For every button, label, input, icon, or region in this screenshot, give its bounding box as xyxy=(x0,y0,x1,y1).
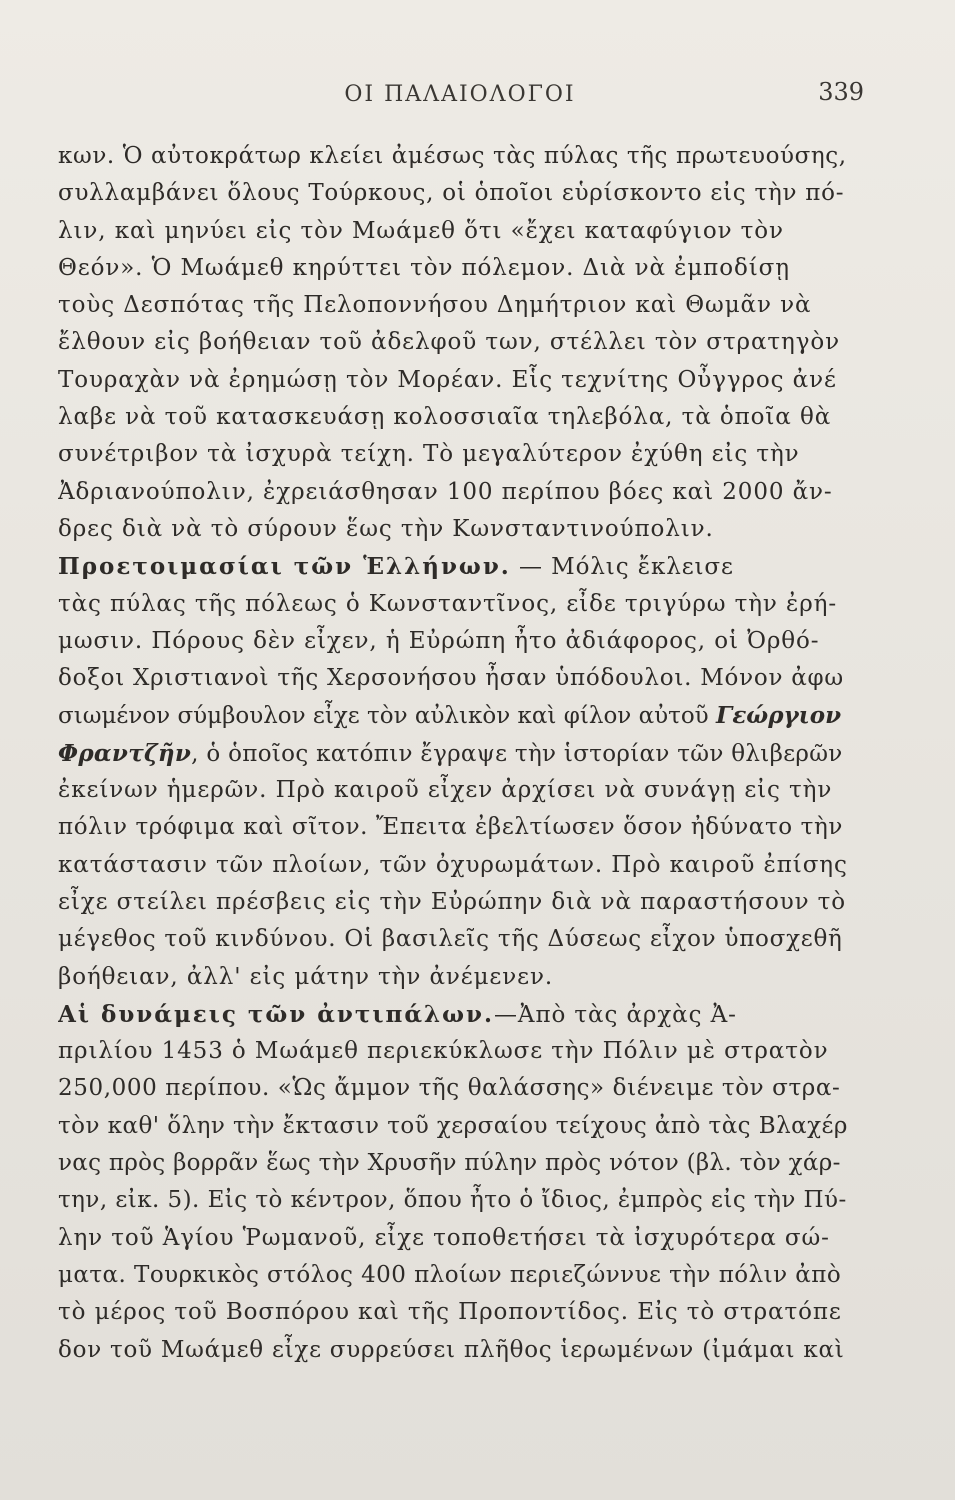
text-run: λιν, καὶ μηνύει εἰς τὸν Μωάμεθ ὅτι «ἔχει καταφύγιον τὸν xyxy=(58,217,784,244)
text-line xyxy=(58,1257,848,1294)
text-line xyxy=(58,548,848,585)
text-run: σιωμένον σύμβουλον εἶχε τὸν αὐλικὸν καὶ φίλον αὐτοῦ xyxy=(58,703,716,730)
text-run: Θεόν». Ὁ Μωάμεθ κηρύττει τὸν πόλεμον. Διὰ νὰ ἐμποδίσῃ xyxy=(58,254,790,281)
section-heading: Αἱ δυνάμεις τῶν ἀντιπάλων. xyxy=(58,1000,495,1028)
text-run: τὸ μέρος τοῦ Βοσπόρου καὶ τῆς Προποντίδος. Εἰς τὸ στρατόπε xyxy=(58,1299,842,1326)
text-line xyxy=(58,474,848,511)
text-line xyxy=(58,287,848,324)
text-line xyxy=(58,213,848,250)
text-line xyxy=(58,697,848,734)
text-line xyxy=(58,362,848,399)
text-run: πριλίου 1453 ὁ Μωάμεθ περιεκύκλωσε τὴν Πόλιν μὲ στρατὸν xyxy=(58,1038,829,1065)
text-line xyxy=(58,1070,848,1107)
text-line xyxy=(58,138,848,175)
text-line xyxy=(58,1033,848,1070)
text-line xyxy=(58,324,848,361)
text-run: λαβε νὰ τοῦ κατασκευάσῃ κολοσσιαῖα τηλεβόλα, τὰ ὁποῖα θὰ xyxy=(58,404,832,431)
text-line xyxy=(58,1294,848,1331)
emphasized-name: Γεώργιον xyxy=(715,702,842,730)
text-line xyxy=(58,884,848,921)
running-head xyxy=(60,78,864,118)
text-run: κων. Ὁ αὐτοκράτωρ κλείει ἀμέσως τὰς πύλας τῆς πρωτευούσης, xyxy=(58,143,847,169)
text-run: ματα. Τουρκικὸς στόλος 400 πλοίων περιεζώννυε τὴν πόλιν ἀπὸ xyxy=(58,1261,842,1288)
text-run: δρες διὰ νὰ τὸ σύρουν ἕως τὴν Κωνσταντινούπολιν. xyxy=(58,515,714,542)
text-run: τὸν καθ' ὅλην τὴν ἔκτασιν τοῦ χερσαίου τείχους ἀπὸ τὰς Βλαχέρ xyxy=(58,1112,848,1139)
text-line xyxy=(58,436,848,473)
text-line xyxy=(58,175,848,212)
text-line xyxy=(58,772,848,809)
text-line xyxy=(58,1108,848,1145)
running-title: ΟΙ ΠΑΛΑΙΟΛΟΓΟΙ xyxy=(344,82,576,107)
text-run: ἔλθουν εἰς βοήθειαν τοῦ ἀδελφοῦ των, στέλλει τὸν στρατηγὸν xyxy=(58,329,840,356)
text-line xyxy=(58,623,848,660)
text-run: , ὁ ὁποῖος κατόπιν ἔγραψε τὴν ἱστορίαν τῶν θλιβερῶν xyxy=(191,740,843,767)
text-run: συλλαμβάνει ὅλους Τούρκους, οἱ ὁποῖοι εὑρίσκοντο εἰς τὴν πό- xyxy=(58,180,845,207)
text-line xyxy=(58,1182,848,1219)
text-line xyxy=(58,996,848,1033)
text-line xyxy=(58,511,848,548)
text-run: τοὺς Δεσπότας τῆς Πελοποννήσου Δημήτριον καὶ Θωμᾶν νὰ xyxy=(58,292,812,319)
text-line xyxy=(58,1145,848,1182)
text-run: την, εἰκ. 5). Εἰς τὸ κέντρον, ὅπου ἦτο ὁ ἴδιος, ἐμπρὸς εἰς τὴν Πύ- xyxy=(58,1187,847,1214)
text-line xyxy=(58,660,848,697)
emphasized-name: Φραντζῆν xyxy=(58,739,192,767)
page-number: 339 xyxy=(818,78,864,106)
text-run: 250,000 περίπου. «Ὡς ἄμμον τῆς θαλάσσης» διένειμε τὸν στρα- xyxy=(58,1075,841,1102)
text-run: νας πρὸς βορρᾶν ἕως τὴν Χρυσῆν πύλην πρὸς νότον (βλ. τὸν χάρ- xyxy=(58,1150,841,1177)
text-line xyxy=(58,586,848,623)
text-run: κατάστασιν τῶν πλοίων, τῶν ὀχυρωμάτων. Πρὸ καιροῦ ἐπίσης xyxy=(58,851,848,878)
text-line xyxy=(58,959,848,996)
section-heading: Προετοιμασίαι τῶν Ἑλλήνων. xyxy=(58,553,511,581)
text-line xyxy=(58,809,848,846)
text-run: βοήθειαν, ἀλλ' εἰς μάτην τὴν ἀνέμενεν. xyxy=(58,963,554,990)
text-line xyxy=(58,1220,848,1257)
text-run: λην τοῦ Ἁγίου Ῥωμανοῦ, εἶχε τοποθετήσει τὰ ἰσχυρότερα σώ- xyxy=(58,1224,830,1251)
text-line xyxy=(58,735,848,772)
text-run: δον τοῦ Μωάμεθ εἶχε συρρεύσει πλῆθος ἱερωμένων (ἰμάμαι καὶ xyxy=(58,1336,845,1363)
text-run: πόλιν τρόφιμα καὶ σῖτον. Ἔπειτα ἐβελτίωσεν ὅσον ἠδύνατο τὴν xyxy=(58,814,843,841)
text-run: Ἀδριανούπολιν, ἐχρειάσθησαν 100 περίπου βόες καὶ 2000 ἄν- xyxy=(58,478,833,505)
text-run: —Ἀπὸ τὰς ἀρχὰς Ἀ- xyxy=(494,1001,737,1028)
text-run: — Μόλις ἔκλεισε xyxy=(510,554,734,581)
text-run: συνέτριβον τὰ ἰσχυρὰ τείχη. Τὸ μεγαλύτερον ἐχύθη εἰς τὴν xyxy=(58,441,800,468)
text-line xyxy=(58,399,848,436)
text-run: τὰς πύλας τῆς πόλεως ὁ Κωνσταντῖνος, εἶδε τριγύρω τὴν ἐρή- xyxy=(58,590,838,617)
text-line xyxy=(58,921,848,958)
text-run: μωσιν. Πόρους δὲν εἶχεν, ἡ Εὐρώπη ἦτο ἀδιάφορος, οἱ Ὀρθό- xyxy=(58,627,820,654)
text-run: ἐκείνων ἡμερῶν. Πρὸ καιροῦ εἶχεν ἀρχίσει νὰ συνάγῃ εἰς τὴν xyxy=(58,777,833,804)
text-run: μέγεθος τοῦ κινδύνου. Οἱ βασιλεῖς τῆς Δύσεως εἶχον ὑποσχεθῆ xyxy=(58,926,843,953)
text-run: δοξοι Χριστιανοὶ τῆς Χερσονήσου ἦσαν ὑπόδουλοι. Μόνον ἀφω xyxy=(58,665,844,692)
text-run: Τουραχὰν νὰ ἐρημώσῃ τὸν Μορέαν. Εἷς τεχνίτης Οὖγγρος ἀνέ xyxy=(58,366,837,393)
text-run: εἶχε στείλει πρέσβεις εἰς τὴν Εὐρώπην διὰ νὰ παραστήσουν τὸ xyxy=(58,888,847,915)
text-line xyxy=(58,847,848,884)
text-line xyxy=(58,250,848,287)
body-text xyxy=(58,138,848,1369)
text-line xyxy=(58,1332,848,1369)
